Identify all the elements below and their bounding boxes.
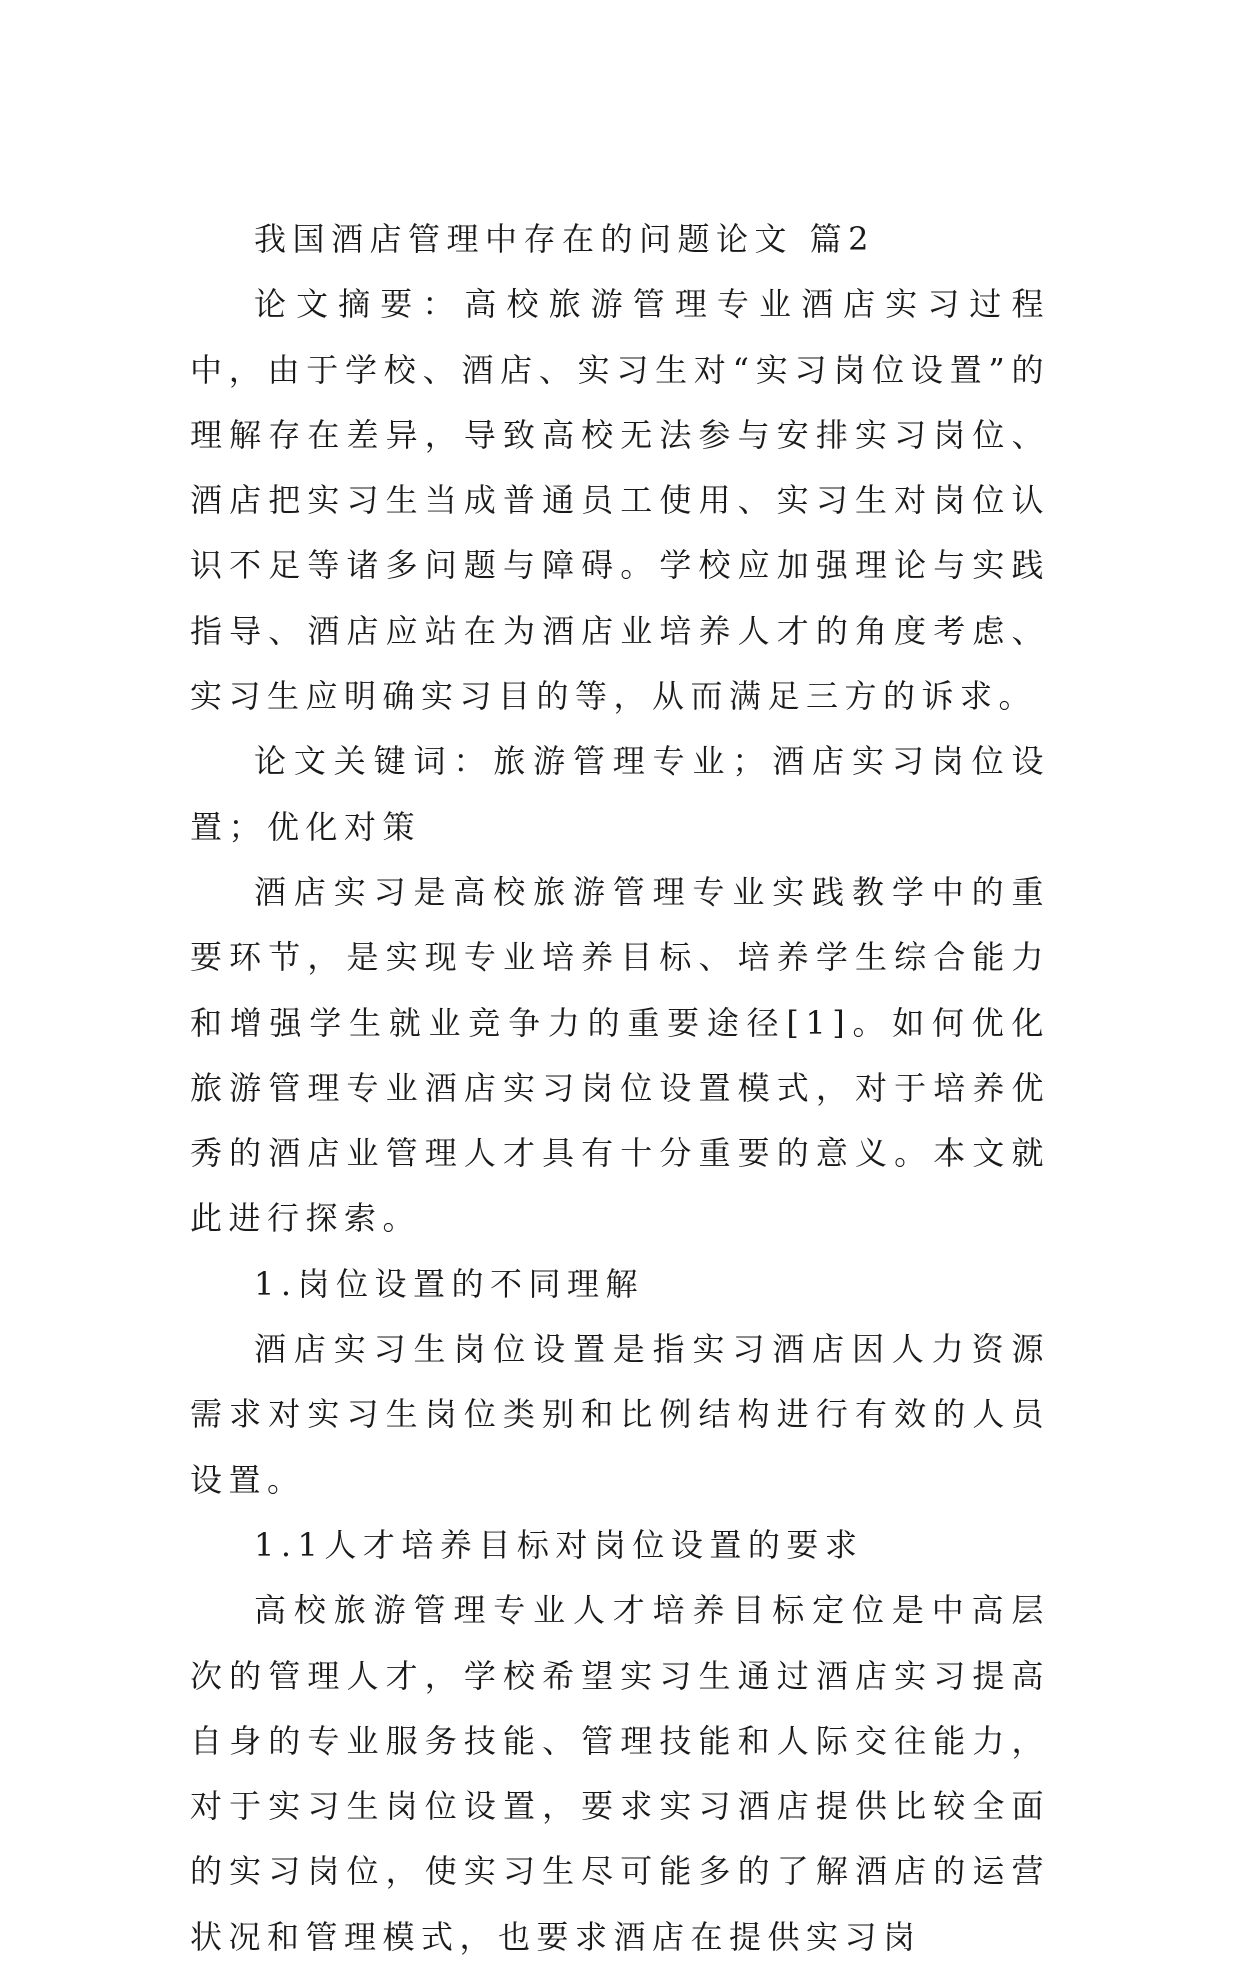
document-title: 我国酒店管理中存在的问题论文 篇2 [254, 220, 876, 258]
section-1-heading: 1.岗位设置的不同理解 [254, 1264, 645, 1303]
intro-paragraph: 酒店实习是高校旅游管理专业实践教学中的重要环节，是实现专业培养目标、培养学生综合能力和增强学生就业竞争力的重要途径[1]。如何优化旅游管理专业酒店实习岗位设置模式，对于培养优秀的酒店业管理人才具有十分重要的意义。本文就此进行探索。 [190, 872, 1050, 1238]
section-1-1-heading: 1.1人才培养目标对岗位设置的要求 [254, 1525, 864, 1564]
section-1-paragraph: 酒店实习生岗位设置是指实习酒店因人力资源需求对实习生岗位类别和比例结构进行有效的人员设置。 [190, 1330, 1050, 1499]
document-body [190, 207, 1050, 1970]
section-1-1-paragraph: 高校旅游管理专业人才培养目标定位是中高层次的管理人才，学校希望实习生通过酒店实习提高自身的专业服务技能、管理技能和人际交往能力，对于实习生岗位设置，要求实习酒店提供比较全面的实习岗位，使实习生尽可能多的了解酒店的运营状况和管理模式，也要求酒店在提供实习岗 [190, 1591, 1050, 1956]
abstract-paragraph: 论文摘要：高校旅游管理专业酒店实习过程中，由于学校、酒店、实习生对“实习岗位设置”的理解存在差异，导致高校无法参与安排实习岗位、酒店把实习生当成普通员工使用、实习生对岗位认识不足等诸多问题与障碍。学校应加强理论与实践指导、酒店应站在为酒店业培养人才的角度考虑、实习生应明确实习目的等，从而满足三方的诉求。 [190, 285, 1050, 716]
keywords-paragraph: 论文关键词：旅游管理专业；酒店实习岗位设置；优化对策 [190, 742, 1050, 846]
